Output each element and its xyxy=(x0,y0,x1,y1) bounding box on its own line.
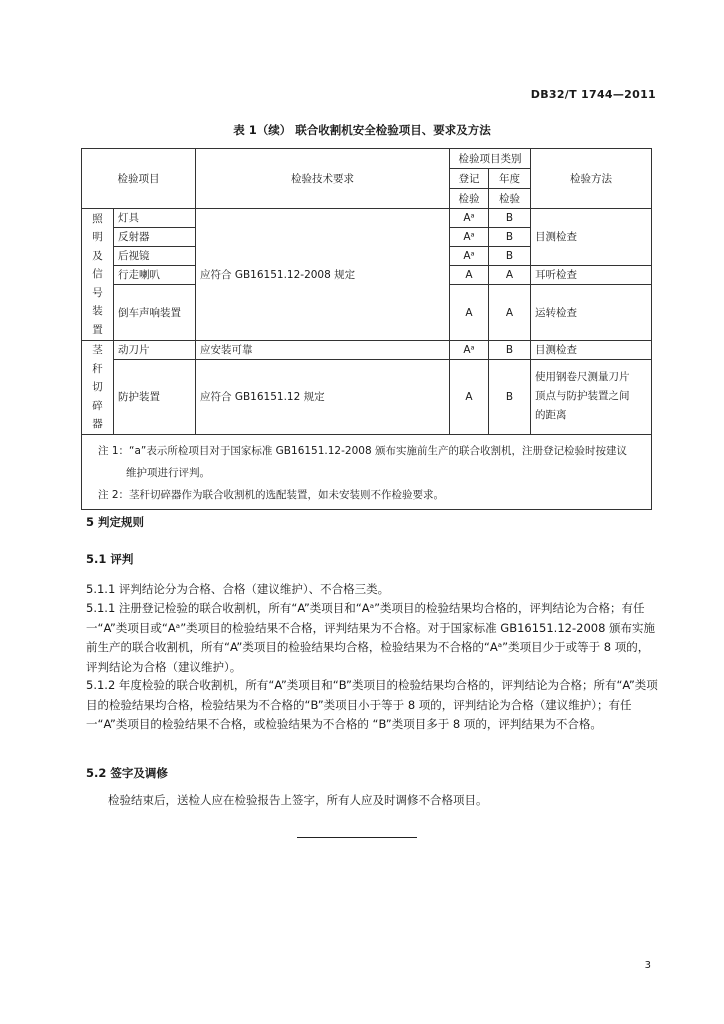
header-annual-line2: 检验 xyxy=(489,189,531,209)
requirement-lighting: 应符合 GB16151.12-2008 规定 xyxy=(196,209,450,341)
group-char: 明 xyxy=(92,231,103,244)
registration-category: Aᵃ xyxy=(450,209,489,228)
group-char: 照 xyxy=(92,212,103,225)
section-5-heading: 5 判定规则 xyxy=(86,515,145,529)
group-char: 装 xyxy=(92,305,103,318)
annual-category: A xyxy=(489,285,531,341)
section-5-2-heading: 5.2 签字及调修 xyxy=(86,766,168,780)
method: 目测检查 xyxy=(531,341,652,360)
annual-category: B xyxy=(489,341,531,360)
table-row xyxy=(82,341,652,360)
group-char: 及 xyxy=(92,249,103,262)
item-name: 倒车声响装置 xyxy=(114,285,196,341)
item-name: 后视镜 xyxy=(114,247,196,266)
header-category-group: 检验项目类别 xyxy=(450,149,531,169)
clause-5-1-2: 5.1.2 年度检验的联合收割机，所有“A”类项目和“B”类项目的检验结果均合格的，评判结论为合格；所有“A”类项目的检验结果均合格，检验结果为不合格的“B”类项目小于等于 8 项的，评判结论为合格（建议维护）；有任一“A”类项目的检验结果不合格，或检验结果为不合格的 “B”类项目多于 8 项的，评判结果为不合格。 xyxy=(86,678,658,731)
registration-category: Aᵃ xyxy=(450,228,489,247)
group-label-chopper xyxy=(82,341,114,435)
document-code: DB32/T 1744—2011 xyxy=(530,88,656,101)
method-line: 顶点与防护装置之间 xyxy=(535,390,630,403)
group-char: 茎 xyxy=(92,344,103,356)
requirement: 应安装可靠 xyxy=(196,341,450,360)
registration-category: Aᵃ xyxy=(450,341,489,360)
item-name: 灯具 xyxy=(114,209,196,228)
table-notes-row xyxy=(82,434,652,509)
registration-category: A xyxy=(450,266,489,285)
item-name: 行走喇叭 xyxy=(114,266,196,285)
clause-5-2-text: 检验结束后，送检人应在检验报告上签字，所有人应及时调修不合格项目。 xyxy=(108,793,488,807)
registration-category: Aᵃ xyxy=(450,247,489,266)
inspection-table xyxy=(81,148,652,510)
item-name: 动刀片 xyxy=(114,341,196,360)
annual-category: A xyxy=(489,266,531,285)
annual-category: B xyxy=(489,228,531,247)
method: 耳听检查 xyxy=(531,266,652,285)
clause-5-1-1-a: 5.1.1 评判结论分为合格、合格（建议维护）、不合格三类。 xyxy=(86,582,390,596)
group-char: 器 xyxy=(92,418,103,430)
section-5-1-heading: 5.1 评判 xyxy=(86,552,134,566)
group-char: 秆 xyxy=(92,362,103,375)
registration-category: A xyxy=(450,359,489,434)
method-line: 的距离 xyxy=(535,409,567,422)
annual-category: B xyxy=(489,359,531,434)
header-annual-line1: 年度 xyxy=(489,169,531,189)
table-row xyxy=(82,209,652,228)
group-char: 碎 xyxy=(92,399,103,412)
page-number: 3 xyxy=(644,960,651,971)
header-item: 检验项目 xyxy=(82,149,196,209)
method xyxy=(531,359,652,434)
method-visual: 目测检查 xyxy=(531,209,652,266)
header-registration-line1: 登记 xyxy=(450,169,489,189)
header-registration-line2: 检验 xyxy=(450,189,489,209)
group-char: 切 xyxy=(92,381,103,393)
end-rule xyxy=(297,837,417,838)
table-row xyxy=(82,359,652,434)
registration-category: A xyxy=(450,285,489,341)
note-2: 注 2：茎秆切碎器作为联合收割机的选配装置，如未安装则不作检验要求。 xyxy=(98,488,445,501)
group-label-lighting xyxy=(82,209,114,341)
item-name: 防护装置 xyxy=(114,359,196,434)
header-requirement: 检验技术要求 xyxy=(196,149,450,209)
table-notes xyxy=(82,434,652,509)
group-char: 信 xyxy=(92,268,103,281)
group-char: 号 xyxy=(92,286,103,299)
method-line: 使用钢卷尺测量刀片 xyxy=(535,371,630,384)
annual-category: B xyxy=(489,209,531,228)
clause-5-1-1-b: 5.1.1 注册登记检验的联合收割机，所有“A”类项目和“Aᵃ”类项目的检验结果均合格的，评判结论为合格；有任一“A”类项目或“Aᵃ”类项目的检验结果不合格，评判结果为不合格。对于国家标准 GB16151.12-2008 颁布实施前生产的联合收割机，所有“A”类项目的检验结果均合格，检验结果为不合格的“Aᵃ”类项目少于或等于 8 项的，评判结论为合格（建议维护）。 xyxy=(86,601,656,674)
table-title: 表 1（续） 联合收割机安全检验项目、要求及方法 xyxy=(233,123,491,137)
note-1-line1: 注 1：“a”表示所检项目对于国家标准 GB16151.12-2008 颁布实施前生产的联合收割机，注册登记检验时按建议 xyxy=(98,444,627,457)
group-char: 置 xyxy=(92,323,103,336)
annual-category: B xyxy=(489,247,531,266)
note-1-line2: 维护项进行评判。 xyxy=(126,466,210,479)
item-name: 反射器 xyxy=(114,228,196,247)
method: 运转检查 xyxy=(531,285,652,341)
header-method: 检验方法 xyxy=(531,149,652,209)
requirement: 应符合 GB16151.12 规定 xyxy=(196,359,450,434)
